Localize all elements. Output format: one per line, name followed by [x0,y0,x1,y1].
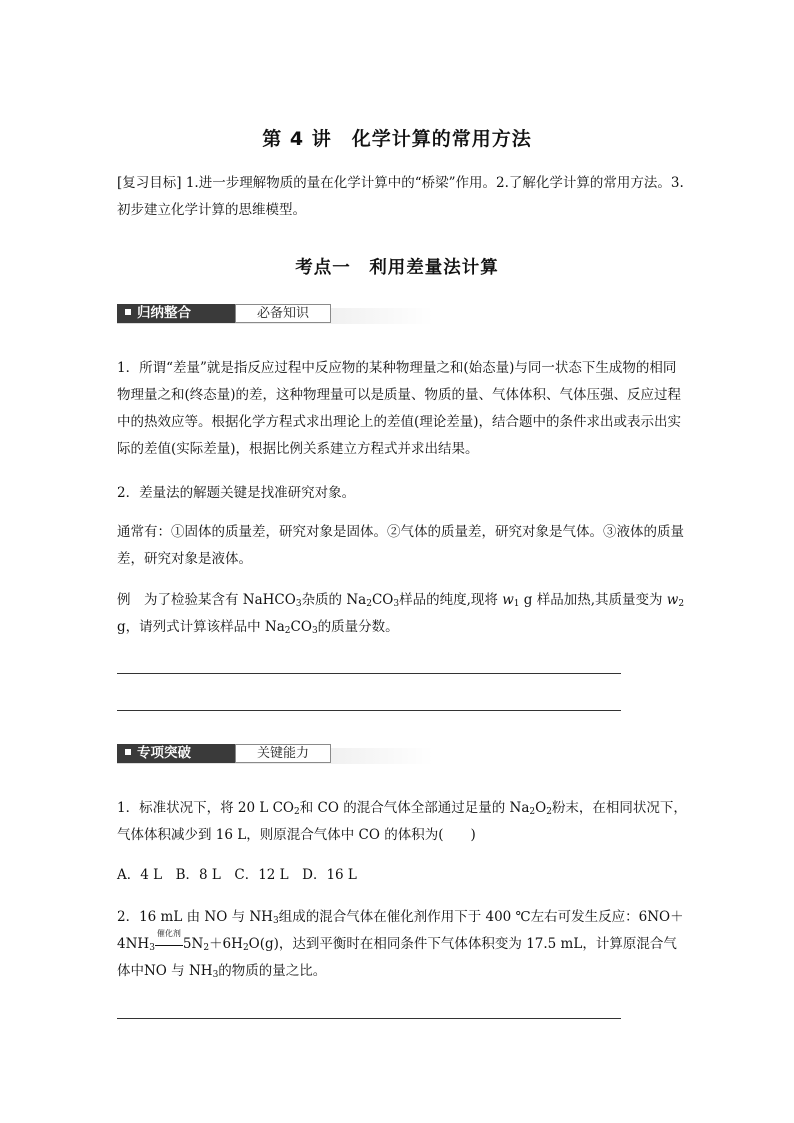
review-goal-text: 1.进一步理解物质的量在化学计算中的“桥梁”作用。2.了解化学计算的常用方法。3.初步建立化学计算的思维模型。 [117,175,684,218]
reaction-arrow-icon [155,929,183,946]
paragraph-2: 2．差量法的解题关键是找准研究对象。 [117,485,356,501]
answer-line [117,1018,621,1019]
banner-practice [117,744,433,766]
banner-tag: 归纳整合 [117,304,235,323]
review-goal-label: [复习目标] [117,175,182,191]
paragraph-1: 1．所谓“差量”就是指反应过程中反应物的某种物理量之和(始态量)与同一状态下生成物的相同物理量之和(终态量)的差，这种物理量可以是质量、物质的量、气体体积、气体压强、反应过程中的热效应等。根据化学方程式求出理论上的差值(理论差量)，结合题中的条件求出或表示出实际的差值(实际差量)，根据比例关系建立方程式并求出结果。 [117,360,682,457]
square-icon [125,749,131,755]
banner-subtag: 关键能力 [235,744,331,763]
square-icon [125,309,131,315]
arrow-label: 催化剂 [156,929,181,938]
question-2: 2．16 mL 由 NO 与 $NH_3$组成的混合气体在催化剂作用下于 400 ℃左右可发生反应：$6NO+4NH_3$ 催化剂 $5N_2+6H_2O(g)$，达到平衡时在相同条件下气体体积变为 17.5 mL，计算原混合气体中NO 与 $NH_3$的物质的量之比。 [117,909,684,980]
paragraph-3: 通常有：①固体的质量差，研究对象是固体。②气体的质量差，研究对象是气体。③液体的质量差，研究对象是液体。 [117,524,684,567]
answer-line [117,710,621,711]
banner-subtag: 必备知识 [235,304,331,323]
answer-line [117,673,621,674]
question-1: 1．标准状况下，将 20 L $CO_2$和 CO 的混合气体全部通过足量的 $Na_2O_2$粉末，在相同状况下，气体体积减少到 16 L，则原混合气体中 CO 的体积为( ) [117,800,687,843]
example-question: 例 为了检验某含有 NaHCO$_3$杂质的 $Na_2CO_3$样品的纯度,现将 $w_1$ g 样品加热,其质量变为 $w_2$ g，请列式计算该样品中 $Na_2CO_3$的质量分数。 [117,592,685,636]
section-title: 考点一 利用差量法计算 [295,258,499,278]
lecture-title: 第 4 讲 化学计算的常用方法 [262,128,532,150]
banner-tag: 专项突破 [117,744,235,763]
banner-summary [117,304,433,326]
review-goal [117,170,687,224]
question-1-options: A．4 L B．8 L C．12 L D．16 L [117,867,357,883]
